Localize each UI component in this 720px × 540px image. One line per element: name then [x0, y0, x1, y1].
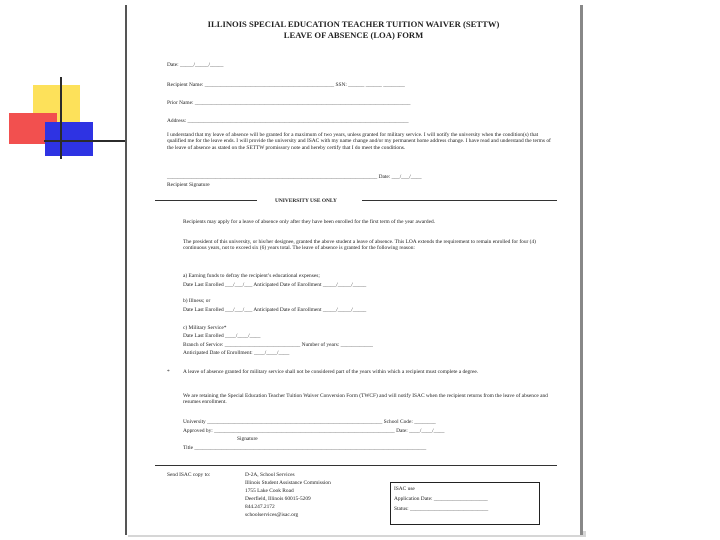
- address-line-4: Deerfield, Illinois 60015-5209: [245, 496, 311, 502]
- recipient-name-field: Recipient Name: ________________________________________________ SSN: ______ ______ ________: [167, 82, 405, 88]
- address-line-5: 844.247.2172: [245, 504, 275, 510]
- title-field: Title ______________________________________________________________________________________: [183, 445, 427, 451]
- signature-label: Recipient Signature: [167, 182, 210, 188]
- form-document: [125, 5, 583, 535]
- address-field: Address: __________________________________________________________________________________: [167, 118, 409, 124]
- decor-vertical-line: [60, 77, 62, 159]
- decor-horizontal-line: [44, 140, 128, 142]
- university-use-heading: UNIVERSITY USE ONLY: [275, 198, 337, 204]
- retention-note: We are retaining the Special Education Teacher Tuition Waiver Conversion Form (TWCF) and will notify ISAC when the recipient returns from the leave of absence and resumes enrollment.: [183, 393, 548, 406]
- signature-line: ______________________________________________________________________________ Date: ___/___/____: [167, 174, 422, 180]
- isac-use-label: ISAC use: [394, 486, 415, 492]
- statement-paragraph: I understand that my leave of absence will be granted for a maximum of two years, unless granted for military service. I will notify the university when the condition(s) that qualified me for the leave ends. I will provide the university and ISAC with my name change and/or my permanent home address change. I have read and understand the terms of the leave of absence as stated on the SETTW promissory note and hereby certify that I do meet the conditions.: [167, 132, 551, 151]
- send-copy-label: Send ISAC copy to:: [167, 472, 211, 478]
- university-field: University _________________________________________________________________ School Code: ________: [183, 419, 436, 425]
- form-title-line2: LEAVE OF ABSENCE (LOA) FORM: [283, 30, 424, 40]
- reason-a-title: a) Earning funds to defray the recipient’s educational expenses;: [183, 273, 320, 279]
- reason-a-dates: Date Last Enrolled ___/___/___ Anticipated Date of Enrollment _____/_____/_____: [183, 282, 367, 288]
- reason-b-dates: Date Last Enrolled ___/___/___ Anticipated Date of Enrollment _____/_____/_____: [183, 307, 367, 313]
- divider-left: [155, 200, 257, 201]
- prior-name-field: Prior Name: ________________________________________________________________________________: [167, 100, 411, 106]
- university-paragraph-1: Recipients may apply for a leave of absence only after they have been enrolled for the first term of the year awarded.: [183, 219, 436, 225]
- approved-by-field: Approved by: ___________________________________________________________________ Date: ____/____/____: [183, 428, 445, 434]
- form-title-line1: ILLINOIS SPECIAL EDUCATION TEACHER TUITION WAIVER (SETTW): [207, 19, 500, 29]
- divider-right: [362, 200, 557, 201]
- university-paragraph-2: The president of this university, or his/her designee, granted the above student a leave of absence. This LOA extends the requirement to remain enrolled for four (4) continuous years, not to exceed six (6) years total. The leave of absence is granted for the following reason:: [183, 239, 536, 252]
- isac-status: Status: _____________________________: [394, 506, 489, 512]
- footnote-asterisk: *: [167, 369, 170, 375]
- reason-c-date: Date Last Enrolled ____/____/____: [183, 333, 261, 339]
- reason-b-title: b) Illness; or: [183, 298, 211, 304]
- address-line-2: Illinois Student Assistance Commission: [245, 480, 331, 486]
- address-email: schoolservices@isac.org: [245, 512, 299, 518]
- reason-c-branch: Branch of Service: ____________________________ Number of years: ____________: [183, 342, 373, 348]
- reason-c-title: c) Military Service*: [183, 325, 227, 331]
- isac-application-date: Application Date: ____________________: [394, 496, 488, 502]
- address-line-1: D-2A, School Services: [245, 472, 295, 478]
- date-field: Date: _____/_____/_____: [167, 62, 224, 68]
- address-line-3: 1755 Lake Cook Road: [245, 488, 294, 494]
- military-footnote: A leave of absence granted for military service shall not be considered part of the years within which a recipient must complete a degree.: [183, 369, 479, 375]
- decor-blue-square: [45, 122, 93, 156]
- isac-use-box: [390, 482, 540, 525]
- divider-bottom: [155, 465, 557, 466]
- approved-signature-label: Signature: [237, 436, 258, 442]
- reason-c-anticipated: Anticipated Date of Enrollment: ____/____/____: [183, 350, 290, 356]
